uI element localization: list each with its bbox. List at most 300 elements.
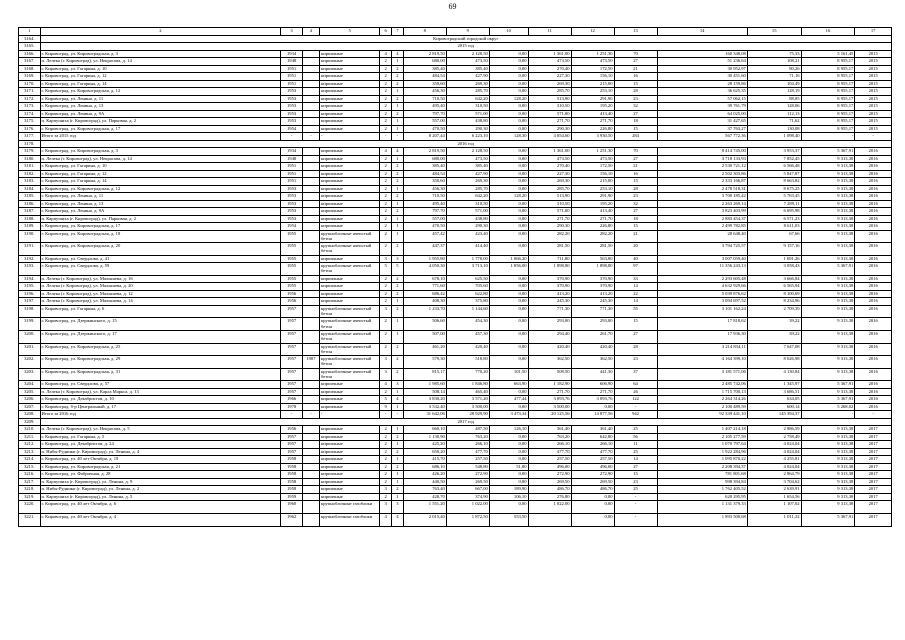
table-cell: 1959 (281, 493, 303, 501)
table-row (19, 185, 892, 193)
table-cell: 310,50 (446, 103, 489, 111)
row-number-cell: 3177. (19, 133, 41, 141)
row-number-cell: 3205. (19, 388, 41, 396)
table-cell: 2 (380, 58, 392, 66)
table-cell: 2 (380, 478, 392, 486)
table-cell: 8 955,17 (801, 88, 855, 96)
table-cell: крупноблочные ячеистый бетон (320, 356, 380, 369)
table-cell: 9 313,38 (801, 478, 855, 486)
table-cell: п. Лелека (г. Кировоград), ул. Малышева, д. 14 (40, 298, 281, 306)
table-cell: г. Кировоград, ул. Кировоградская, д. 25 (40, 343, 281, 356)
table-cell: 1957 (281, 381, 303, 389)
table-cell: 11 (614, 441, 657, 449)
table-cell: 126,10 (489, 426, 528, 434)
row-number-cell: 3167. (19, 58, 41, 66)
table-cell: 215,00 (571, 80, 614, 88)
table-cell: 2016 (855, 381, 892, 389)
table-cell: 245,30 (571, 298, 614, 306)
table-cell: 1 (392, 441, 404, 449)
table-cell: 291,90 (571, 193, 614, 201)
table-cell: 1 (392, 426, 404, 434)
table-cell: 2 485 742,06 (657, 381, 747, 389)
table-cell: 1953 (281, 110, 303, 118)
table-cell (302, 95, 319, 103)
table-cell: 2017 (855, 441, 892, 449)
table-cell: г. Кировоград, ул. Кировоградская, д. 17 (40, 125, 281, 133)
table-cell: 1 872,50 (446, 513, 489, 526)
table-cell: 513,90 (528, 95, 571, 103)
table-cell: 2016 (855, 396, 892, 404)
column-number-cell: 8 (403, 28, 446, 36)
table-cell: 2 864,79 (747, 471, 801, 479)
table-cell: 56 (614, 433, 657, 441)
row-number-cell: 3185. (19, 193, 41, 201)
table-cell (302, 501, 319, 514)
table-cell: 0,00 (489, 58, 528, 66)
table-cell: 441,30 (571, 368, 614, 381)
row-number-cell: 3180. (19, 155, 41, 163)
table-cell: 2 (392, 178, 404, 186)
table-cell: 2 208 394,37 (657, 463, 747, 471)
table-cell (302, 185, 319, 193)
table-row (19, 330, 892, 343)
table-cell (302, 478, 319, 486)
table-cell: 642,80 (571, 433, 614, 441)
table-cell: 413,20 (571, 290, 614, 298)
table-cell: 484,54 (403, 73, 446, 81)
table-cell: 15 (614, 223, 657, 231)
table-row (19, 388, 892, 396)
table-cell: 189,90 (489, 486, 528, 494)
table-cell: 271,70 (528, 388, 571, 396)
table-cell: 269,30 (528, 80, 571, 88)
table-cell: кирпичные (320, 215, 380, 223)
table-cell: 2015 (855, 73, 892, 81)
table-cell: 3 (380, 486, 392, 494)
table-cell (302, 275, 319, 283)
table-cell: 1951 (281, 163, 303, 171)
table-cell: 6 695,98 (747, 208, 801, 216)
table-cell: 2016 (855, 148, 892, 156)
table-cell: 2 (380, 118, 392, 126)
table-cell: 5 039 876,62 (657, 290, 747, 298)
table-cell: 495,40 (403, 200, 446, 208)
table-cell: 27 (614, 330, 657, 343)
row-number-cell: 3201. (19, 343, 41, 356)
table-cell: 1951 (281, 65, 303, 73)
table-row (19, 471, 892, 479)
table-cell: 477,70 (571, 448, 614, 456)
table-cell: 2 530 721,12 (657, 163, 747, 171)
table-cell: 0,00 (489, 230, 528, 243)
table-cell: 1 (392, 456, 404, 464)
table-cell: - (614, 403, 657, 411)
table-cell: 1 095 870,22 (657, 456, 747, 464)
table-cell: 0,00 (489, 456, 528, 464)
table-cell: 1953 (281, 208, 303, 216)
table-cell: 9 313,38 (801, 290, 855, 298)
table-cell: 4 (392, 513, 404, 526)
table-row (19, 486, 892, 494)
table-cell: 227,30 (528, 170, 571, 178)
table-cell (302, 50, 319, 58)
table-cell: 2 (392, 170, 404, 178)
table-cell (302, 318, 319, 331)
table-cell: 6 223,10 (446, 133, 489, 141)
table-cell: 39,22 (747, 330, 801, 343)
table-cell: 2016 (855, 263, 892, 276)
table-cell: 557,00 (403, 118, 446, 126)
table-cell: 2 (380, 208, 392, 216)
table-cell: 0,00 (489, 118, 528, 126)
table-cell: 1978 (281, 403, 303, 411)
table-cell: 1955 (281, 263, 303, 276)
table-cell: крупноблочные ячеистый бетон (320, 368, 380, 381)
row-number-cell: 3212. (19, 441, 41, 449)
table-cell: 3 704,62 (747, 478, 801, 486)
table-cell: - (281, 133, 303, 141)
table-cell: 2 709,39 (747, 305, 801, 318)
table-cell: 507,00 (403, 330, 446, 343)
table-cell: 1953 (281, 200, 303, 208)
table-cell: 9 313,38 (801, 208, 855, 216)
table-cell: г. Кировоград, ул. 40 лет Октября, д. 4 (40, 513, 281, 526)
table-cell: г. Кировоград, ул. Дзержинского, д. 15 (40, 318, 281, 331)
row-number-cell: 3209. (19, 418, 41, 426)
table-cell: 797,70 (403, 110, 446, 118)
table-cell: 4 255,81 (747, 456, 801, 464)
table-cell: г. Кировоград, ул. Кировоградская, д. 12 (40, 88, 281, 96)
table-cell: 1953 (281, 118, 303, 126)
table-cell: 9 313,38 (801, 230, 855, 243)
table-cell: 415,70 (403, 456, 446, 464)
table-cell: 1 098,40 (747, 133, 801, 141)
table-cell: 253,10 (571, 185, 614, 193)
table-cell: 8 955,17 (801, 118, 855, 126)
table-row (19, 58, 892, 66)
table-cell: г. Кировоград, ул. Гагарина, д. 10 (40, 65, 281, 73)
table-cell: 8 955,17 (801, 125, 855, 133)
table-cell: 763,20 (446, 433, 489, 441)
table-cell: 310,50 (446, 200, 489, 208)
table-cell: 686,10 (403, 463, 446, 471)
table-cell: 1 762 405,52 (657, 486, 747, 494)
row-number-cell: 3191. (19, 243, 41, 256)
table-cell: 4 164 399,10 (657, 356, 747, 369)
table-cell: 2 (380, 193, 392, 201)
table-cell: крупноблочные газоблоки (320, 513, 380, 526)
table-cell: г. Кировоград, б-р Центральный, д. 17 (40, 403, 281, 411)
table-cell: 2016 (855, 155, 892, 163)
table-cell: 88,85 (747, 95, 801, 103)
table-cell: 2 (392, 305, 404, 318)
table-cell: 2 (380, 170, 392, 178)
table-cell (302, 58, 319, 66)
row-number-cell: 3171. (19, 88, 41, 96)
table-cell: г. Кировоград, ул. Свердлова, д. 57 (40, 381, 281, 389)
table-cell: 2 (380, 298, 392, 306)
table-cell: 553,50 (489, 513, 528, 526)
table-cell: 3 500,00 (446, 403, 489, 411)
table-cell: 0,00 (489, 478, 528, 486)
table-cell (302, 493, 319, 501)
table-cell: 506,60 (403, 318, 446, 331)
table-cell: г. Кировоград, ул. Кировоградская, д. 29 (40, 356, 281, 369)
row-number-cell: 3189. (19, 223, 41, 231)
table-cell: п. Нибы-Рудники (г. Кировоград), ул. Ленина, д. 4 (40, 448, 281, 456)
table-cell: 2 264 314,26 (657, 396, 747, 404)
table-cell: 508,14 (403, 388, 446, 396)
table-cell: - (801, 411, 855, 419)
table-cell: 20 (614, 243, 657, 256)
table-cell: 710,50 (403, 95, 446, 103)
table-cell: г. Кировоград, ул. Ленина, д. 13 (40, 200, 281, 208)
table-cell: 27 (614, 58, 657, 66)
table-cell: 1957 (281, 356, 303, 369)
table-cell: 0,00 (489, 73, 528, 81)
table-cell: 11 356 243,13 (657, 263, 747, 276)
table-cell: 70 (614, 148, 657, 156)
table-cell: крупноблочные ячеистый бетон (320, 330, 380, 343)
table-cell: 0,00 (489, 343, 528, 356)
table-cell: 413,40 (571, 208, 614, 216)
table-cell: 97 (614, 263, 657, 276)
table-cell: 620 295,95 (657, 493, 747, 501)
table-cell: 2 502 303,86 (657, 170, 747, 178)
table-cell: 2 (380, 155, 392, 163)
table-cell: 128,19 (747, 88, 801, 96)
table-row (19, 343, 892, 356)
table-cell: 271,70 (571, 388, 614, 396)
table-cell: 2016 (855, 230, 892, 243)
table-cell: кирпичные (320, 80, 380, 88)
row-number-cell: 3220. (19, 501, 41, 514)
table-cell: 1966 (281, 396, 303, 404)
table-cell: 1 (392, 330, 404, 343)
row-number-cell: 3216. (19, 471, 41, 479)
table-cell (302, 433, 319, 441)
table-cell: 771,60 (403, 283, 446, 291)
table-cell: 67,66 (747, 230, 801, 243)
table-row (19, 110, 892, 118)
table-cell: крупноблочные ячеистый бетон (320, 263, 380, 276)
row-number-cell: 3218. (19, 486, 41, 494)
table-cell: 28 648,40 (657, 230, 747, 243)
table-cell: кирпичные (320, 275, 380, 283)
table-cell: 2 (380, 426, 392, 434)
table-cell: 1 022,00 (528, 501, 571, 514)
table-cell: 2015 (855, 58, 892, 66)
table-cell: 7 289,11 (747, 200, 801, 208)
table-cell: 2 (392, 73, 404, 81)
table-cell (302, 103, 319, 111)
table-cell: 2016 (855, 243, 892, 256)
table-cell: 1953 (281, 95, 303, 103)
table-cell: 2016 (855, 200, 892, 208)
table-cell: 1957 (281, 433, 303, 441)
table-cell: 1 846,80 (446, 381, 489, 389)
table-cell: 37 763,27 (657, 125, 747, 133)
table-cell: 2017 (855, 448, 892, 456)
table-cell: 408,30 (403, 298, 446, 306)
table-row (19, 80, 892, 88)
table-cell (302, 513, 319, 526)
section-row (19, 43, 892, 51)
table-cell: 1948 (281, 155, 303, 163)
table-cell: - (392, 133, 404, 141)
table-cell: 6 565,94 (747, 283, 801, 291)
table-cell: 2016 (855, 163, 892, 171)
table-cell (302, 368, 319, 381)
table-cell: 2016 (855, 185, 892, 193)
row-number-cell: 3184. (19, 185, 41, 193)
table-cell: 1 361,00 (528, 50, 571, 58)
table-cell: кирпичные (320, 148, 380, 156)
table-cell: 650,20 (403, 448, 446, 456)
table-cell: 14 (614, 456, 657, 464)
table-cell: 1954 (281, 125, 303, 133)
table-cell: 215,00 (571, 178, 614, 186)
table-cell: 39,22 (747, 318, 801, 331)
table-cell: 484,54 (403, 170, 446, 178)
table-cell: 0,00 (489, 441, 528, 449)
table-cell: 14 877,56 (571, 411, 614, 419)
table-cell: 71,16 (747, 73, 801, 81)
table-cell: 771,30 (571, 305, 614, 318)
table-cell: 0,00 (489, 110, 528, 118)
table-cell: 2 128,50 (446, 148, 489, 156)
table-cell: 128,30 (489, 133, 528, 141)
table-cell: п. Карпушиха (г. Кировоград), ул. Парковая, д. 2 (40, 215, 281, 223)
table-cell: 374,90 (446, 493, 489, 501)
table-cell: 557,00 (403, 215, 446, 223)
table-cell: 998 394,84 (657, 478, 747, 486)
table-cell: 3 093,76 (571, 396, 614, 404)
table-cell: 1957 (281, 441, 303, 449)
table-cell: 9 313,38 (801, 426, 855, 434)
table-cell: 473,50 (571, 58, 614, 66)
row-number-cell: 3174. (19, 110, 41, 118)
table-cell: 101,50 (489, 368, 528, 381)
table-cell: 456,30 (403, 88, 446, 96)
table-cell: 815,17 (403, 368, 446, 381)
table-cell: 2 (380, 80, 392, 88)
table-cell: 7 647,08 (747, 343, 801, 356)
table-cell: 1953 (281, 103, 303, 111)
table-cell: 281,50 (528, 243, 571, 256)
table-cell: 4 (380, 513, 392, 526)
table-cell: 1 251,30 (571, 148, 614, 156)
table-cell: 9 313,38 (801, 441, 855, 449)
table-cell: 4 (380, 148, 392, 156)
table-cell: 2015 (855, 103, 892, 111)
table-cell: 375,80 (446, 298, 489, 306)
table-cell: 2015 (855, 110, 892, 118)
table-cell: 290,30 (528, 223, 571, 231)
table-cell (302, 118, 319, 126)
column-number-cell: 9 (446, 28, 489, 36)
table-cell: 9 313,38 (801, 283, 855, 291)
table-cell: 272,90 (446, 471, 489, 479)
row-number-cell: 3213. (19, 448, 41, 456)
row-number-cell: 3204. (19, 381, 41, 389)
table-cell: 1958 (281, 456, 303, 464)
table-cell: 0,00 (571, 501, 614, 514)
row-number-cell: 3193. (19, 263, 41, 276)
table-cell: 285,70 (528, 88, 571, 96)
row-number-cell: 3190. (19, 230, 41, 243)
table-cell: 0,00 (489, 125, 528, 133)
table-cell: кирпичные (320, 426, 380, 434)
table-cell: 2 (380, 103, 392, 111)
table-row (19, 433, 892, 441)
column-number-cell: 12 (571, 28, 614, 36)
row-number-cell: 3203. (19, 368, 41, 381)
table-cell: 2 (392, 343, 404, 356)
table-cell: 9 313,38 (801, 356, 855, 369)
table-cell: 4 (392, 396, 404, 404)
table-cell: 6 566,48 (747, 163, 801, 171)
table-cell: 160 348,08 (657, 50, 747, 58)
table-cell (302, 298, 319, 306)
table-cell: 310,50 (528, 200, 571, 208)
table-cell: 771,30 (528, 305, 571, 318)
table-cell: п. Лелека (г. Кировоград), ул. Некрасова, д. 14 (40, 155, 281, 163)
table-cell: 64 025,00 (657, 110, 747, 118)
table-cell: 4 050,30 (403, 263, 446, 276)
table-cell: 4 (380, 50, 392, 58)
table-cell: 477,70 (528, 448, 571, 456)
table-cell: 1 (392, 185, 404, 193)
table-cell: 2 (380, 441, 392, 449)
table-cell: 2 (392, 463, 404, 471)
table-cell (302, 388, 319, 396)
table-cell: кирпичные (320, 103, 380, 111)
table-cell: 9 313,38 (801, 178, 855, 186)
table-cell: 17 936,30 (657, 330, 747, 343)
table-cell: 8 611,03 (747, 223, 801, 231)
table-cell: г. Кировоград, ул. 40 лет Октября, д. 19 (40, 456, 281, 464)
table-row (19, 318, 892, 331)
table-cell: 2 (380, 318, 392, 331)
table-cell: 2 (380, 463, 392, 471)
table-cell: 2016 (855, 403, 892, 411)
table-cell: 1957 (281, 448, 303, 456)
table-cell: 8 207,44 (403, 133, 446, 141)
table-cell: 1 955,80 (403, 255, 446, 263)
table-cell: 1 (392, 88, 404, 96)
table-cell: 361,40 (528, 426, 571, 434)
table-cell: 15 (614, 318, 657, 331)
table-cell: 0,00 (489, 283, 528, 291)
table-cell: 128,06 (747, 103, 801, 111)
table-cell: - (855, 133, 892, 141)
table-row (19, 200, 892, 208)
table-cell: 227,30 (528, 73, 571, 81)
table-cell: 486,70 (528, 486, 571, 494)
table-cell: 284 (614, 133, 657, 141)
table-cell: - (614, 501, 657, 514)
table-cell: 16 (614, 73, 657, 81)
table-cell: 2 105 277,59 (657, 433, 747, 441)
table-row (19, 290, 892, 298)
table-cell: г. Кировоград, ул. Свердлова, д. 41 (40, 255, 281, 263)
table-cell (302, 283, 319, 291)
table-cell: 27 (614, 110, 657, 118)
table-cell: - (281, 411, 303, 419)
table-cell: 1 144,60 (446, 305, 489, 318)
table-cell: 3 571,20 (446, 396, 489, 404)
